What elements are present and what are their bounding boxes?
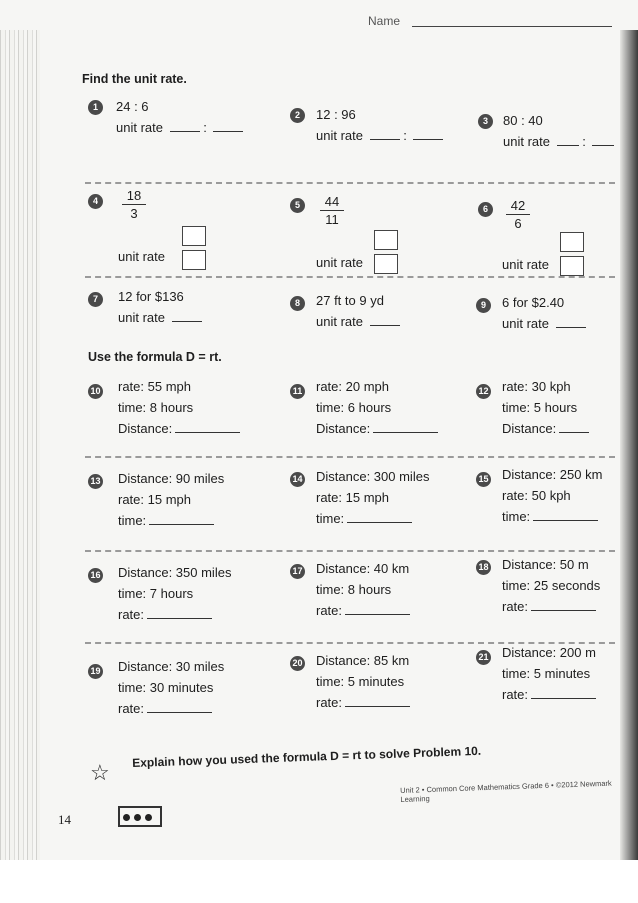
- distance-label: Distance:: [316, 421, 371, 436]
- difficulty-dot-icon: [145, 814, 152, 821]
- fraction: [506, 198, 530, 231]
- time-label: time:: [316, 511, 345, 526]
- problem-number: 19: [88, 664, 103, 679]
- answer-blank[interactable]: [345, 602, 410, 615]
- numerator-box[interactable]: [182, 226, 206, 246]
- answer-blank[interactable]: [531, 598, 596, 611]
- page-number: 14: [58, 812, 71, 827]
- problem-7: [118, 286, 202, 328]
- given-rate: rate: 20 mph: [316, 379, 389, 394]
- fraction: [320, 194, 344, 227]
- denominator: 6: [514, 216, 522, 231]
- page-bottom-margin: [0, 860, 638, 903]
- problem-2: [316, 104, 443, 146]
- given-time: time: 5 minutes: [316, 674, 405, 689]
- page-shadow: [620, 30, 638, 860]
- problem-number: 15: [476, 472, 491, 487]
- unit-rate-label: unit rate: [503, 134, 550, 149]
- problem-15: [502, 464, 602, 527]
- problem-text: 27 ft to 9 yd: [316, 293, 384, 308]
- divider: [85, 456, 615, 458]
- given-time: time: 7 hours: [118, 586, 194, 601]
- problem-number: 4: [88, 194, 103, 209]
- numerator-box[interactable]: [374, 230, 398, 250]
- given-time: time: 5 minutes: [502, 666, 591, 681]
- difficulty-dot-icon: [134, 814, 141, 821]
- answer-blank[interactable]: [175, 420, 240, 433]
- problem-9: [502, 292, 586, 334]
- section-title-formula: Use the formula D = rt.: [88, 350, 222, 364]
- divider: [85, 550, 615, 552]
- problem-number: 3: [478, 114, 493, 129]
- problem-number: 20: [290, 656, 305, 671]
- unit-rate-label: unit rate: [118, 249, 165, 264]
- problem-16: [118, 562, 231, 625]
- problem-number: 16: [88, 568, 103, 583]
- denominator: 11: [325, 212, 339, 227]
- given-time: time: 6 hours: [316, 400, 392, 415]
- distance-label: Distance:: [502, 421, 557, 436]
- unit-rate-label: unit rate: [502, 257, 549, 272]
- given-distance: Distance: 300 miles: [316, 469, 430, 484]
- problem-19: [118, 656, 224, 719]
- problem-text: 12 for $136: [118, 289, 184, 304]
- unit-rate-label: unit rate: [316, 255, 363, 270]
- answer-blank[interactable]: [592, 133, 614, 146]
- rate-label: rate:: [118, 607, 145, 622]
- problem-21: [502, 642, 596, 705]
- given-time: time: 5 hours: [502, 400, 578, 415]
- denominator-box[interactable]: [374, 254, 398, 274]
- problem-number: 5: [290, 198, 305, 213]
- ratio: 24 : 6: [116, 99, 149, 114]
- answer-blank[interactable]: [147, 700, 212, 713]
- rate-label: rate:: [118, 701, 145, 716]
- given-rate: rate: 50 kph: [502, 488, 571, 503]
- problem-number: 2: [290, 108, 305, 123]
- problem-3: [503, 110, 614, 152]
- given-rate: rate: 15 mph: [316, 490, 389, 505]
- denominator: 3: [130, 206, 138, 221]
- unit-rate-label: unit rate: [316, 314, 363, 329]
- answer-blank[interactable]: [370, 313, 400, 326]
- rate-label: rate:: [502, 599, 529, 614]
- problem-number: 1: [88, 100, 103, 115]
- rate-label: rate:: [316, 695, 343, 710]
- problem-13: [118, 468, 224, 531]
- given-rate: rate: 15 mph: [118, 492, 191, 507]
- given-time: time: 8 hours: [118, 400, 194, 415]
- footer-credit: Unit 2 • Common Core Mathematics Grade 6 • ©2012 Newmark Learning: [400, 778, 612, 804]
- answer-blank[interactable]: [147, 606, 212, 619]
- problem-14: [316, 466, 429, 529]
- star-icon: ☆: [90, 760, 110, 785]
- problem-number: 10: [88, 384, 103, 399]
- answer-blank[interactable]: [170, 119, 200, 132]
- ratio: 12 : 96: [316, 107, 356, 122]
- rate-label: rate:: [316, 603, 343, 618]
- denominator-box[interactable]: [560, 256, 584, 276]
- problem-18: [502, 554, 600, 617]
- time-label: time:: [118, 513, 147, 528]
- book-spine: [0, 30, 40, 875]
- given-distance: Distance: 85 km: [316, 653, 410, 668]
- problem-text: 6 for $2.40: [502, 295, 565, 310]
- problem-number: 11: [290, 384, 305, 399]
- problem-number: 13: [88, 474, 103, 489]
- rate-label: rate:: [502, 687, 529, 702]
- given-distance: Distance: 200 m: [502, 645, 596, 660]
- distance-label: Distance:: [118, 421, 173, 436]
- problem-number: 8: [290, 296, 305, 311]
- given-distance: Distance: 40 km: [316, 561, 410, 576]
- problem-17: [316, 558, 410, 621]
- answer-blank[interactable]: [370, 127, 400, 140]
- answer-blank[interactable]: [149, 512, 214, 525]
- answer-blank[interactable]: [213, 119, 243, 132]
- problem-10: [118, 376, 240, 439]
- unit-rate-label: unit rate: [118, 310, 165, 325]
- answer-blank[interactable]: [172, 309, 202, 322]
- name-line: [412, 26, 612, 27]
- divider: [85, 276, 615, 278]
- problem-12: [502, 376, 589, 439]
- answer-blank[interactable]: [557, 133, 579, 146]
- difficulty-dot-icon: [123, 814, 130, 821]
- unit-rate-label: unit rate: [116, 120, 163, 135]
- problem-number: 18: [476, 560, 491, 575]
- given-distance: Distance: 90 miles: [118, 471, 225, 486]
- problem-20: [316, 650, 410, 713]
- answer-blank[interactable]: [345, 694, 410, 707]
- given-rate: rate: 55 mph: [118, 379, 191, 394]
- numerator: 42: [510, 198, 526, 213]
- time-label: time:: [502, 509, 531, 524]
- divider: [85, 182, 615, 184]
- given-time: time: 8 hours: [316, 582, 392, 597]
- answer-blank[interactable]: [413, 127, 443, 140]
- ratio-colon: :: [582, 134, 586, 149]
- given-distance: Distance: 350 miles: [118, 565, 232, 580]
- difficulty-indicator: [118, 806, 162, 827]
- name-label: Name: [368, 14, 401, 28]
- problem-number: 14: [290, 472, 305, 487]
- given-time: time: 30 minutes: [118, 680, 214, 695]
- answer-blank[interactable]: [556, 315, 586, 328]
- problem-1: [116, 96, 243, 138]
- section-title-unit-rate: Find the unit rate.: [82, 72, 187, 86]
- problem-number: 6: [478, 202, 493, 217]
- ratio: 80 : 40: [503, 113, 543, 128]
- problem-8: [316, 290, 400, 332]
- answer-blank[interactable]: [533, 508, 598, 521]
- unit-rate-label: unit rate: [502, 316, 549, 331]
- given-distance: Distance: 250 km: [502, 467, 603, 482]
- problem-number: 9: [476, 298, 491, 313]
- ratio-colon: :: [403, 128, 407, 143]
- answer-blank[interactable]: [531, 686, 596, 699]
- answer-blank[interactable]: [373, 420, 438, 433]
- given-time: time: 25 seconds: [502, 578, 601, 593]
- numerator: 44: [324, 194, 340, 209]
- explain-prompt: Explain how you used the formula D = rt to solve Problem 10.: [132, 743, 482, 770]
- problem-11: [316, 376, 438, 439]
- problem-number: 17: [290, 564, 305, 579]
- given-distance: Distance: 50 m: [502, 557, 589, 572]
- ratio-colon: :: [203, 120, 207, 135]
- given-rate: rate: 30 kph: [502, 379, 571, 394]
- answer-blank[interactable]: [347, 510, 412, 523]
- unit-rate-label: unit rate: [316, 128, 363, 143]
- denominator-box[interactable]: [182, 250, 206, 270]
- problem-number: 21: [476, 650, 491, 665]
- problem-number: 12: [476, 384, 491, 399]
- numerator: 18: [126, 188, 142, 203]
- problem-number: 7: [88, 292, 103, 307]
- given-distance: Distance: 30 miles: [118, 659, 225, 674]
- numerator-box[interactable]: [560, 232, 584, 252]
- fraction: [122, 188, 146, 221]
- answer-blank[interactable]: [559, 420, 589, 433]
